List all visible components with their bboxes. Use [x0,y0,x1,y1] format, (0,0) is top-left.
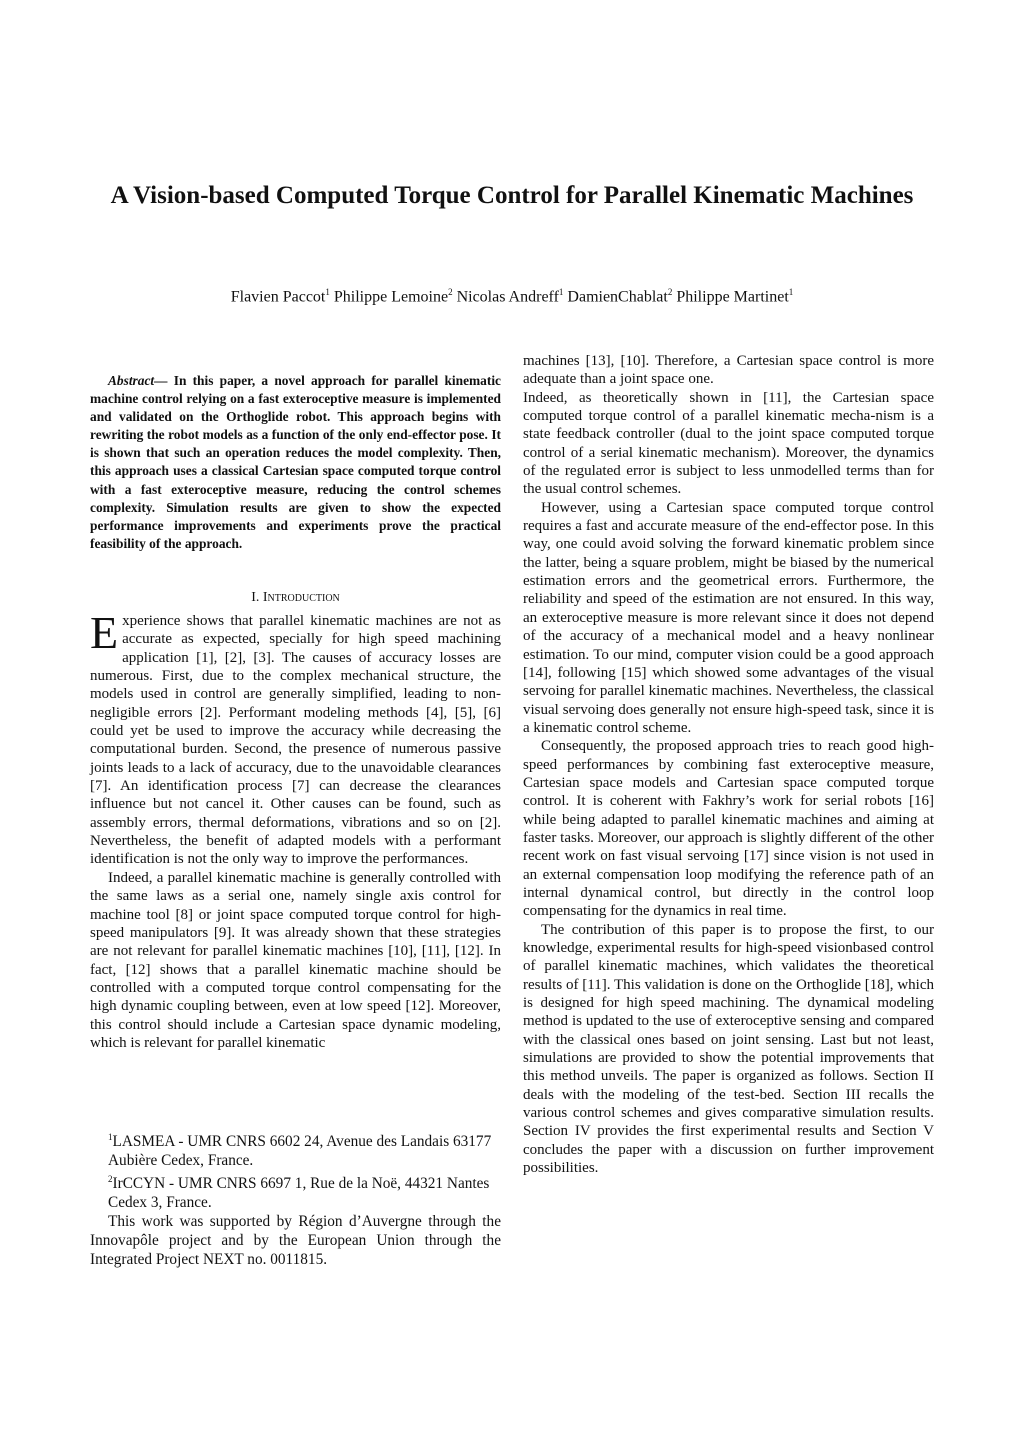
section-heading [90,589,501,607]
author-affiliation: 2 [448,287,453,297]
body-paragraph: Indeed, as theoretically shown in [11], the Cartesian space computed torque control of a parallel kinematic mecha-nism is a state feedback controller (dual to the joint space computed torque control of a serial kinematic mechanism). Moreover, the dynamics of the regulated error is subject to less unmodelled terms than for the usual control schemes. [523,389,934,498]
author-affiliation: 1 [558,287,564,297]
body-paragraph: The contribution of this paper is to propose the first, to our knowledge, experimental results for high-speed visionbased control of parallel kinematic machines, which validates the theoretical results of [11]. This validation is done on the Orthoglide [18], which is designed for high speed machining. The dynamical modeling method is updated to the use of exteroceptive sensing and compared with the classical ones based on joint sensing. Last but not least, simulations are provided to show the potential improvements that this method unveils. The paper is organized as follows. Section II deals with the modeling of the test-bed. Section III recalls the various control schemes and gives comparative simulation results. Section IV provides the first experimental results and Section V concludes the paper with a discussion on further improvement possibilities. [523,921,934,1177]
author-name: DamienChablat [567,288,668,306]
intro-paragraph [90,607,501,869]
funding-note: This work was supported by Région d’Auvergne through the Innovapôle project and by the European Union through the Integrated Project NEXT no. 0011815. [90,1213,501,1269]
section-title: Introduction [262,590,340,605]
intro-paragraph-text: xperience shows that parallel kinematic machines are not as accurate as expected, specially for high speed machining application [1], [2], [3]. The causes of accuracy losses are numerous. First, due to the complex mechanical structure, the models used in control are generally simplified, leading to non-negligible errors [2]. Performant modeling methods [4], [5], [6] could yet be used to improve the accuracy while decreasing the computational burden. Second, the presence of numerous passive joints leads to a lack of accuracy, due to the unavoidable clearances [7]. An identification process [7] can decrease the clearances influence but not cancel it. Other causes can be found, such as assembly errors, thermal deformations, vibrations and so on [2]. Nevertheless, the benefit of adapted models with a performant identification is not the only way to improve the performances. [90,613,501,868]
footnote-text: Cedex 3, France. [108,1194,212,1212]
footnotes [90,1128,501,1269]
introduction-body [90,607,501,1052]
footnote-marker: 2 [108,1174,113,1185]
author-affiliation: 2 [667,287,673,297]
section-number: I. [251,590,260,605]
abstract [90,372,501,553]
drop-cap: E [90,607,119,658]
author-list [90,287,934,306]
abstract-text: In this paper, a novel approach for parallel kinematic machine control relying on a fast exteroceptive measure is implemented and validated on the Orthoglide robot. This approach begins with rewriting the robot models as a function of the only end-effector pose. It is shown that such an operation reduces the model complexity. Then, this approach uses a classical Cartesian space computed torque control with a fast exteroceptive measure, reducing the control schemes complexity. Simulation results are given to show the expected performance improvements and experiments prove the practical feasibility of the approach. [90,373,501,551]
footnote-text: LASMEA - UMR CNRS 6602 24, Avenue des Landais 63177 [112,1133,492,1151]
author-name: Nicolas Andreff [456,288,559,306]
body-paragraph: Consequently, the proposed approach tries to reach good high-speed performances by combining fast exteroceptive measure, Cartesian space models and Cartesian space computed torque control. It is coherent with Fakhry’s work for serial robots [16] while being adapted to parallel kinematic machines and aiming at faster tasks. Moreover, our approach is slightly different of the other recent work on fast visual servoing [17] since vision is not used in an external compensation loop modifying the reference path of an internal dynamical control, but directly in the control loop compensating for the dynamics in real time. [523,738,934,920]
right-column [523,352,934,1177]
body-paragraph: However, using a Cartesian space computed torque control requires a fast and accurate measure of the end-effector pose. In this way, one could avoid solving the forward kinematic problem since the latter, being a square problem, might be biased by the numerical estimation errors and the geometrical errors. Furthermore, the reliability and speed of the estimation are not ensured. In this way, an exteroceptive measure is more relevant since it does not depend of the accuracy of a mechanical model and a heavy nonlinear estimation. To our mind, computer vision could be a good approach [14], following [15] which showed some advantages of the visual servoing for parallel kinematic machines. Nevertheless, the classical visual servoing does generally not ensure high-speed task, since it is a kinematic control scheme. [523,499,934,736]
footnote-affiliation-2 [90,1170,501,1193]
intro-paragraph: Indeed, a parallel kinematic machine is generally controlled with the same laws as a serial one, namely single axis control for machine tool [8] or joint space computed torque control for high-speed manipulators [9]. It was already shown that these strategies are not relevant for parallel kinematic machines [10], [11], [12]. In fact, [12] shows that a parallel kinematic machine should be controlled with a computed torque control compensating for the high dynamic coupling between, even at low speed [12]. Moreover, this control should include a Cartesian space dynamic modeling, which is relevant for parallel kinematic [90,869,501,1051]
footnote-text: Aubière Cedex, France. [108,1152,254,1170]
author-affiliation: 1 [325,287,330,297]
footnote-marker: 1 [108,1132,113,1142]
paper-title: A Vision-based Computed Torque Control for Parallel Kinematic Machines [110,182,914,209]
body-paragraph: machines [13], [10]. Therefore, a Cartesian space control is more adequate than a joint space one. [523,353,934,388]
footnote-affiliation-1 [90,1128,501,1151]
abstract-label: Abstract— [108,373,168,388]
author-name: Flavien Paccot [230,288,326,306]
author-name: Philippe Martinet [676,288,789,306]
footnote-text: IrCCYN - UMR CNRS 6697 1, Rue de la Noë, 44321 Nantes [112,1175,490,1193]
author-name: Philippe Lemoine [333,288,449,306]
author-affiliation: 1 [788,287,794,297]
